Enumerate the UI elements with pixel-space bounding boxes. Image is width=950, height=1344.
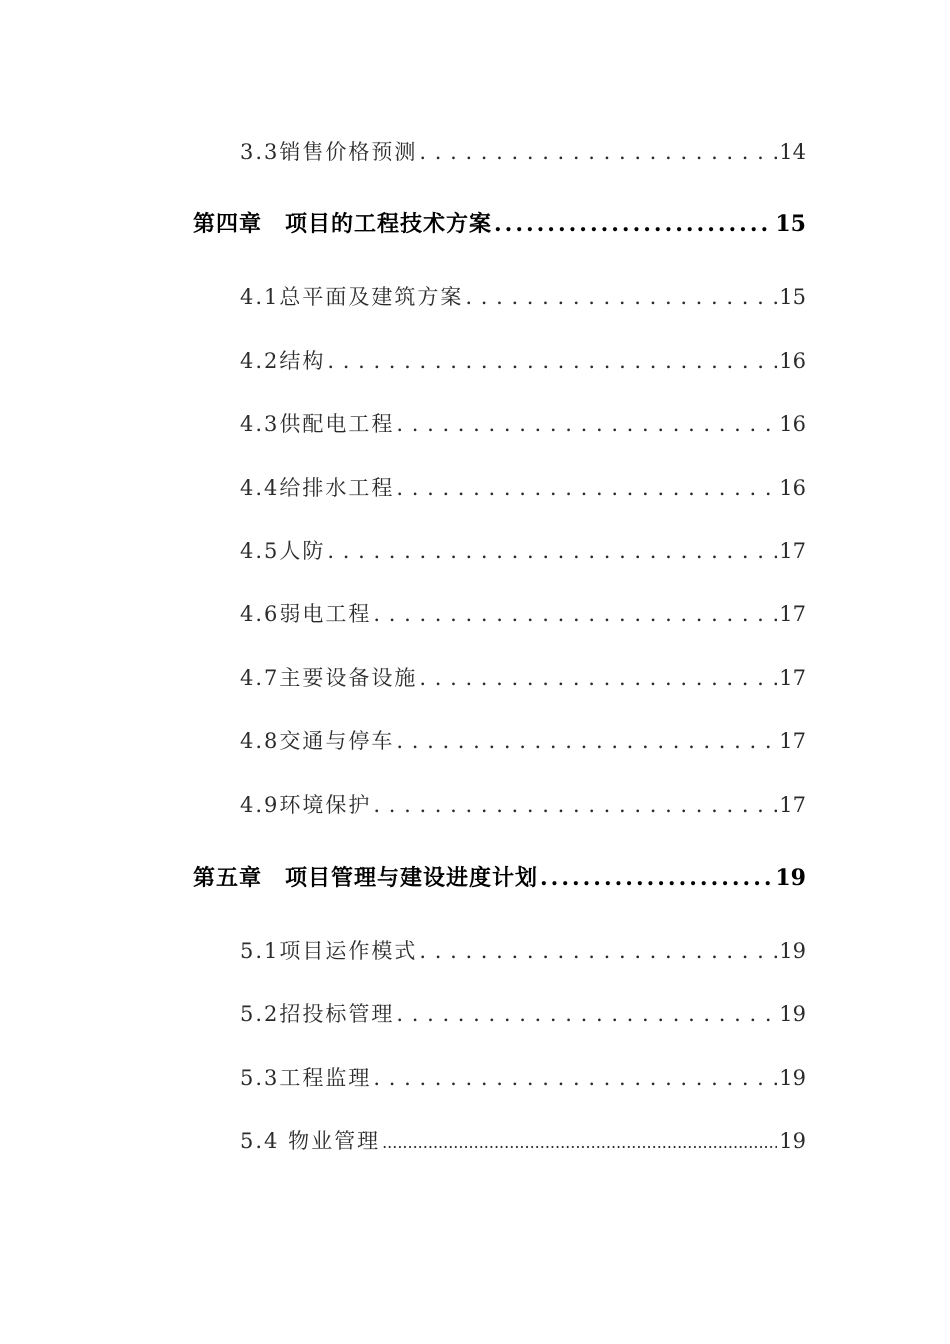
toc-chapter-label: 第四章 项目的工程技术方案 bbox=[193, 211, 493, 237]
toc-entry-page-number: 19 bbox=[779, 1002, 806, 1026]
dot-leader bbox=[382, 1124, 777, 1160]
toc-entry-page-number: 14 bbox=[779, 140, 806, 164]
toc-entry-label: 4.7主要设备设施 bbox=[240, 666, 418, 690]
dot-leader bbox=[396, 724, 777, 758]
toc-entry-5-4[interactable] bbox=[240, 1124, 806, 1158]
toc-chapter-4[interactable] bbox=[193, 207, 806, 241]
toc-entry-5-2[interactable] bbox=[240, 997, 806, 1031]
dot-leader bbox=[327, 534, 777, 568]
toc-entry-page-number: 17 bbox=[779, 729, 806, 753]
toc-entry-3-3[interactable] bbox=[240, 135, 806, 169]
toc-entry-label: 5.2招投标管理 bbox=[240, 1002, 395, 1026]
dot-leader bbox=[373, 597, 777, 631]
toc-entry-page-number: 19 bbox=[779, 939, 806, 963]
toc-entry-label: 5.4 物业管理 bbox=[240, 1129, 381, 1153]
toc-chapter-5[interactable] bbox=[193, 861, 806, 895]
dot-leader bbox=[396, 471, 777, 505]
toc-chapter-label: 第五章 项目管理与建设进度计划 bbox=[193, 865, 539, 891]
toc-entry-5-3[interactable] bbox=[240, 1061, 806, 1095]
toc-entry-4-6[interactable] bbox=[240, 597, 806, 631]
toc-entry-label: 3.3销售价格预测 bbox=[240, 140, 418, 164]
toc-entry-4-7[interactable] bbox=[240, 661, 806, 695]
toc-entry-label: 4.9环境保护 bbox=[240, 793, 372, 817]
dot-leader bbox=[419, 661, 777, 695]
toc-entry-page-number: 16 bbox=[779, 412, 806, 436]
toc-entry-label: 4.2结构 bbox=[240, 349, 326, 373]
toc-entry-4-8[interactable] bbox=[240, 724, 806, 758]
dot-leader bbox=[419, 135, 777, 169]
dot-leader bbox=[494, 207, 773, 241]
toc-entry-page-number: 19 bbox=[779, 1129, 806, 1153]
toc-entry-label: 5.1项目运作模式 bbox=[240, 939, 418, 963]
toc-entry-page-number: 16 bbox=[779, 476, 806, 500]
toc-entry-4-1[interactable] bbox=[240, 280, 806, 314]
toc-entry-page-number: 15 bbox=[779, 285, 806, 309]
toc-entry-page-number: 19 bbox=[779, 1066, 806, 1090]
toc-entry-label: 4.8交通与停车 bbox=[240, 729, 395, 753]
toc-entry-5-1[interactable] bbox=[240, 934, 806, 968]
dot-leader bbox=[373, 788, 777, 822]
toc-entry-page-number: 17 bbox=[779, 666, 806, 690]
toc-entry-page-number: 17 bbox=[779, 539, 806, 563]
toc-entry-page-number: 16 bbox=[779, 349, 806, 373]
toc-entry-4-2[interactable] bbox=[240, 344, 806, 378]
toc-entry-label: 4.6弱电工程 bbox=[240, 602, 372, 626]
toc-entry-label: 4.1总平面及建筑方案 bbox=[240, 285, 464, 309]
toc-entry-page-number: 15 bbox=[775, 211, 806, 237]
dot-leader bbox=[540, 861, 773, 895]
dot-leader bbox=[327, 344, 777, 378]
toc-entry-4-5[interactable] bbox=[240, 534, 806, 568]
toc-entry-4-3[interactable] bbox=[240, 407, 806, 441]
toc-entry-page-number: 17 bbox=[779, 602, 806, 626]
toc-entry-page-number: 17 bbox=[779, 793, 806, 817]
toc-entry-4-4[interactable] bbox=[240, 471, 806, 505]
toc-entry-label: 4.4给排水工程 bbox=[240, 476, 395, 500]
dot-leader bbox=[396, 407, 777, 441]
dot-leader bbox=[396, 997, 777, 1031]
toc-entry-label: 4.5人防 bbox=[240, 539, 326, 563]
dot-leader bbox=[419, 934, 777, 968]
toc-entry-4-9[interactable] bbox=[240, 788, 806, 822]
dot-leader bbox=[373, 1061, 777, 1095]
toc-entry-label: 5.3工程监理 bbox=[240, 1066, 372, 1090]
dot-leader bbox=[465, 280, 777, 314]
toc-entry-label: 4.3供配电工程 bbox=[240, 412, 395, 436]
toc-entry-page-number: 19 bbox=[775, 865, 806, 891]
